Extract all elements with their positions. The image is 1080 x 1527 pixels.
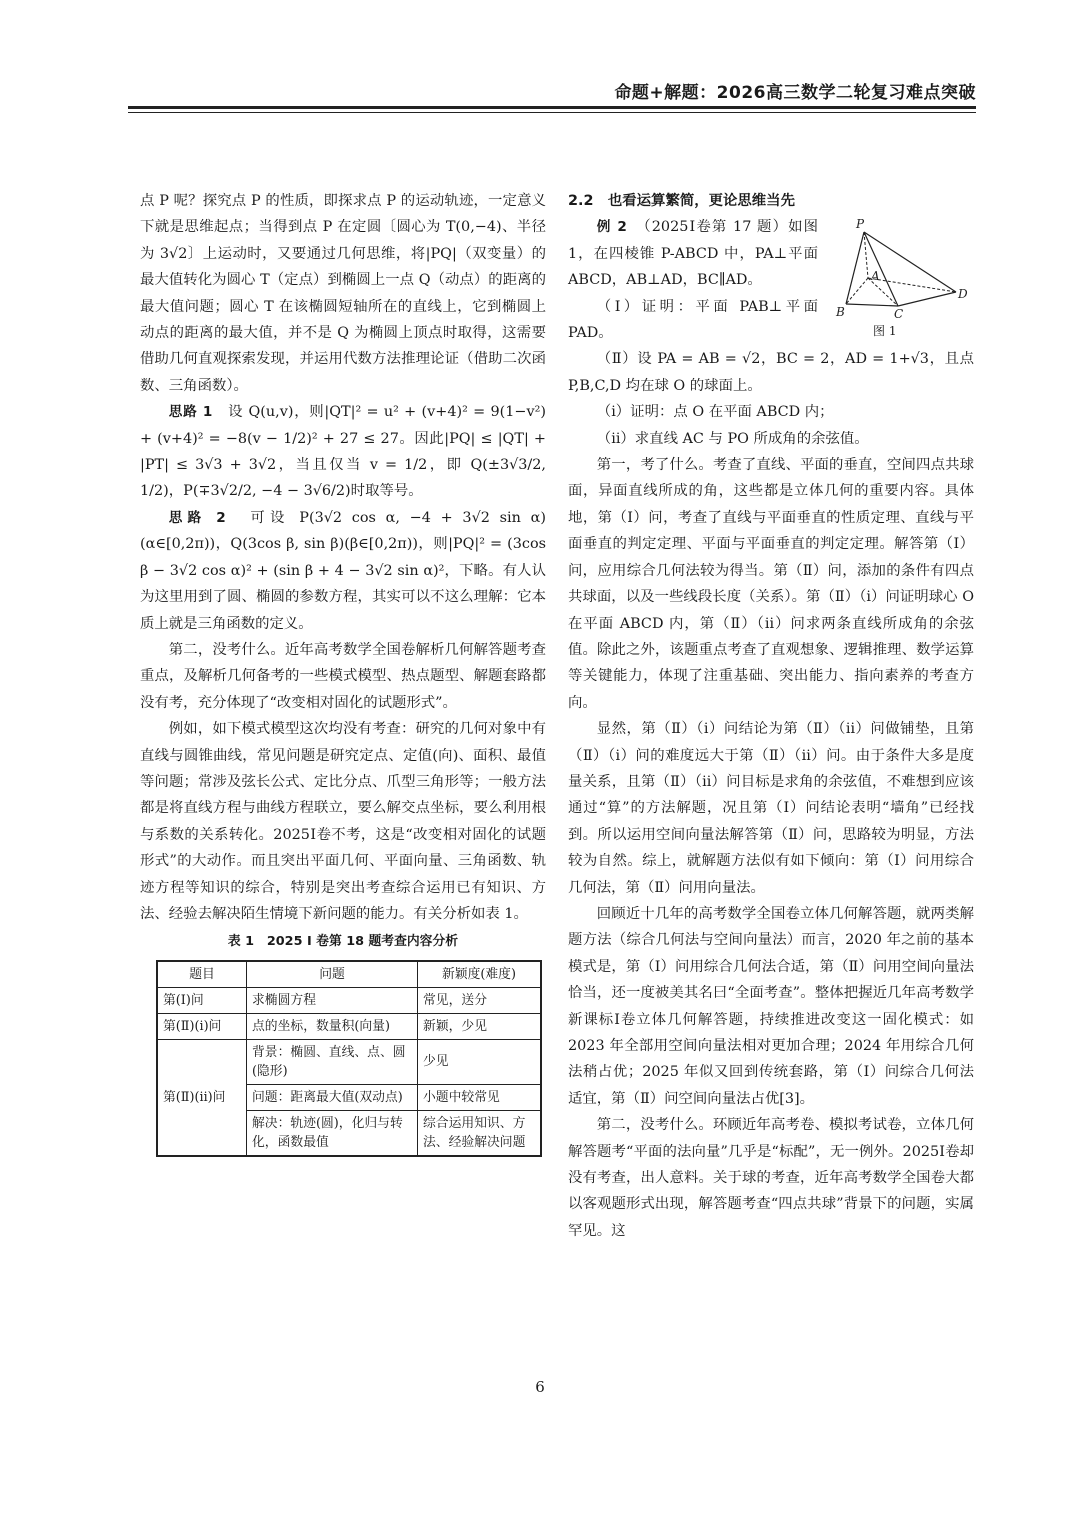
page-number: 6 bbox=[535, 1378, 545, 1396]
left-paragraph-3: 例如，如下模式模型这次均没有考查：研究的几何对象中有直线与圆锥曲线，常见问题是研究定点、定值(向)、面积、最值等问题；常涉及弦长公式、定比分点、爪型三角形等；一般方法都是将直线方程与曲线方程联立，要么解交点坐标，要么利用根与系数的关系转化。2025Ⅰ卷不考，这是“改变相对固化的试题形式”的大动作。而且突出平面几何、平面向量、三角函数、轨迹方程等知识的综合，特别是突出考查综合运用已有知识、方法、经验去解决陌生情境下新问题的能力。有关分析如表 1。 bbox=[140, 721, 546, 922]
label-B: B bbox=[836, 305, 845, 319]
right-column bbox=[568, 188, 974, 1244]
figure-caption: 图 1 bbox=[873, 324, 897, 338]
table-cell: 少见 bbox=[418, 1039, 542, 1084]
table-cell: 点的坐标，数量积(向量) bbox=[247, 1013, 418, 1039]
idea-1-label: 思路 1 bbox=[168, 404, 213, 421]
label-P: P bbox=[856, 218, 865, 231]
table-cell: 常见，送分 bbox=[418, 987, 542, 1013]
idea-2-label: 思路 2 bbox=[168, 509, 226, 526]
table-row bbox=[157, 1039, 541, 1084]
table-cell: 第(Ⅰ)问 bbox=[157, 987, 247, 1013]
label-A: A bbox=[871, 269, 880, 283]
analysis-table bbox=[156, 960, 542, 1157]
question-1: （Ⅰ）证明：平面 PAB⊥平面 PAD。 bbox=[568, 298, 818, 342]
right-paragraph-1: 第一，考了什么。考查了直线、平面的垂直，空间四点共球面，异面直线所成的角，这些都是立体几何的重要内容。具体地，第（Ⅰ）问，考查了直线与平面垂直的性质定理、直线与平面垂直的判定定理、平面与平面垂直的判定定理。解答第（Ⅰ）问，应用综合几何法较为得当。第（Ⅱ）问，添加的条件有四点共球面，以及一些线段长度（关系）。第（Ⅱ）（ⅰ）问证明球心 O 在平面 ABCD 内，第（Ⅱ）（ⅱ）问求两条直线所成角的余弦值。除此之外，该题重点考查了直观想象、逻辑推理、数学运算等关键能力，体现了注重基础、突出能力、指向素养的考查方向。 bbox=[568, 457, 974, 711]
section-title: 2.2 也看运算繁简，更论思维当先 bbox=[568, 193, 795, 209]
table-cell: 求椭圆方程 bbox=[247, 987, 418, 1013]
table-cell: 第(Ⅱ)(ⅱ)问 bbox=[157, 1039, 247, 1156]
table-header-cell: 问题 bbox=[247, 961, 418, 988]
table-cell: 小题中较常见 bbox=[418, 1084, 542, 1110]
example-label: 例 2 bbox=[596, 219, 627, 236]
example-2 bbox=[568, 214, 818, 293]
table-header-row bbox=[157, 961, 541, 988]
running-header: 命题+解题：2026高三数学二轮复习难点突破 bbox=[614, 83, 976, 103]
question-2: （Ⅱ）设 PA = AB = √2，BC = 2，AD = 1+√3，且点 P,B,C,D 均在球 O 的球面上。 bbox=[568, 351, 974, 394]
table-row bbox=[157, 987, 541, 1013]
pyramid-figure bbox=[830, 218, 970, 338]
table-row bbox=[157, 1013, 541, 1039]
edge-BC bbox=[846, 304, 898, 306]
table-cell: 综合运用知识、方法、经验解决问题 bbox=[418, 1110, 542, 1156]
question-2-i: （ⅰ）证明：点 O 在平面 ABCD 内； bbox=[596, 404, 834, 421]
label-C: C bbox=[894, 307, 904, 321]
table-cell: 问题：距离最大值(双动点) bbox=[247, 1084, 418, 1110]
question-2-ii: （ⅱ）求直线 AC 与 PO 所成角的余弦值。 bbox=[596, 430, 869, 447]
left-column bbox=[140, 188, 546, 1157]
table-caption: 表 1 2025 Ⅰ 卷第 18 题考查内容分析 bbox=[227, 934, 459, 950]
right-paragraph-2: 显然，第（Ⅱ）（ⅰ）问结论为第（Ⅱ）（ⅱ）问做铺垫，且第（Ⅱ）（ⅰ）问的难度远大于第（Ⅱ）（ⅱ）问。由于条件大多是度量关系，且第（Ⅱ）（ⅱ）问目标是求角的余弦值，不难想到应该通过“算”的方法解题，况且第（Ⅰ）问结论表明“墙角”已经找到。所以运用空间向量法解答第（Ⅱ）问，思路较为明显，方法较为自然。综上，就解题方法似有如下倾向：第（Ⅰ）问用综合几何法，第（Ⅱ）问用向量法。 bbox=[568, 721, 974, 896]
idea-2-text: 可设 P(3√2 cos α, −4 + 3√2 sin α)(α∈[0,2π))，Q(3cos β, sin β)(β∈[0,2π))，则|PQ|² = (3cos β − 3√2 cos α)² + (sin β + 4 − 3√2 sin α)²，下略。有人认为这里用到了圆、椭圆的参数方程，其实可以不这么理解：它本质上就是三角函数的定义。 bbox=[140, 509, 546, 632]
left-paragraph-1: 点 P 呢？探究点 P 的性质，即探求点 P 的运动轨迹，一定意义下就是思维起点；当得到点 P 在定圆〔圆心为 T(0,−4)、半径为 3√2〕上运动时，又要通过几何思维，将|PQ|（双变量）的最大值转化为圆心 T（定点）到椭圆上一点 Q（动点）的距离的最大值问题；圆心 T 在该椭圆短轴所在的直线上，它到椭圆上动点的距离的最大值，并不是 Q 为椭圆上顶点时取得，这需要借助几何直观探索发现，并运用代数方法推理论证（借助二次函数、三角函数）。 bbox=[140, 193, 546, 394]
table-cell: 新颖，少见 bbox=[418, 1013, 542, 1039]
table-cell: 第(Ⅱ)(ⅰ)问 bbox=[157, 1013, 247, 1039]
edge-CD bbox=[898, 292, 956, 306]
table-header-cell: 题目 bbox=[157, 961, 247, 988]
header-rule-thin bbox=[128, 112, 976, 113]
header-rule-thick bbox=[128, 106, 976, 109]
idea-1-text: 设 Q(u,v)，则|QT|² = u² + (v+4)² = 9(1−v²) + (v+4)² = −8(v − 1/2)² + 27 ≤ 27。因此|PQ| ≤ |QT| + |PT| ≤ 3√3 + 3√2，当且仅当 v = 1/2，即 Q(±3√3/2, 1/2)，P(∓3√2/2, −4 − 3√6/2)时取等号。 bbox=[140, 404, 546, 500]
label-D: D bbox=[958, 287, 968, 301]
idea-2 bbox=[140, 505, 546, 637]
right-paragraph-3: 回顾近十几年的高考数学全国卷立体几何解答题，就两类解题方法（综合几何法与空间向量法）而言，2020 年之前的基本模式是，第（Ⅰ）问用综合几何法合适，第（Ⅱ）问用空间向量法恰当，还一度被美其名曰“全面考查”。整体把握近几年高考数学新课标Ⅰ卷立体几何解答题，持续推进改变这一固化模式：如 2023 年全部用空间向量法相对更加合理；2024 年用综合几何法稍占优；2025 年似又回到传统套路，第（Ⅰ）问综合几何法适宜，第（Ⅱ）问空间向量法占优[3]。 bbox=[568, 905, 974, 1107]
table-header-cell: 新颖度(难度) bbox=[418, 961, 542, 988]
idea-1 bbox=[140, 399, 546, 505]
right-paragraph-4: 第二，没考什么。环顾近年高考卷、模拟考试卷，立体几何解答题考“平面的法向量”几乎是“标配”，无一例外。2025Ⅰ卷却没有考查，出人意料。关于球的考查，近年高考数学全国卷大都以客观题形式出现，解答题考查“四点共球”背景下的问题，实属罕见。这 bbox=[568, 1117, 974, 1239]
table-cell: 解决：轨迹(圆)，化归与转化，函数最值 bbox=[247, 1110, 418, 1156]
table-cell: 背景：椭圆、直线、点、圆(隐形) bbox=[247, 1039, 418, 1084]
left-paragraph-2: 第二，没考什么。近年高考数学全国卷解析几何解答题考查重点，及解析几何备考的一些模式模型、热点题型、解题套路都没有考，充分体现了“改变相对固化的试题形式”。 bbox=[140, 641, 546, 711]
example-text: （2025Ⅰ卷第 17 题）如图 1，在四棱锥 P-ABCD 中，PA⊥平面 ABCD，AB⊥AD，BC∥AD。 bbox=[568, 219, 818, 289]
